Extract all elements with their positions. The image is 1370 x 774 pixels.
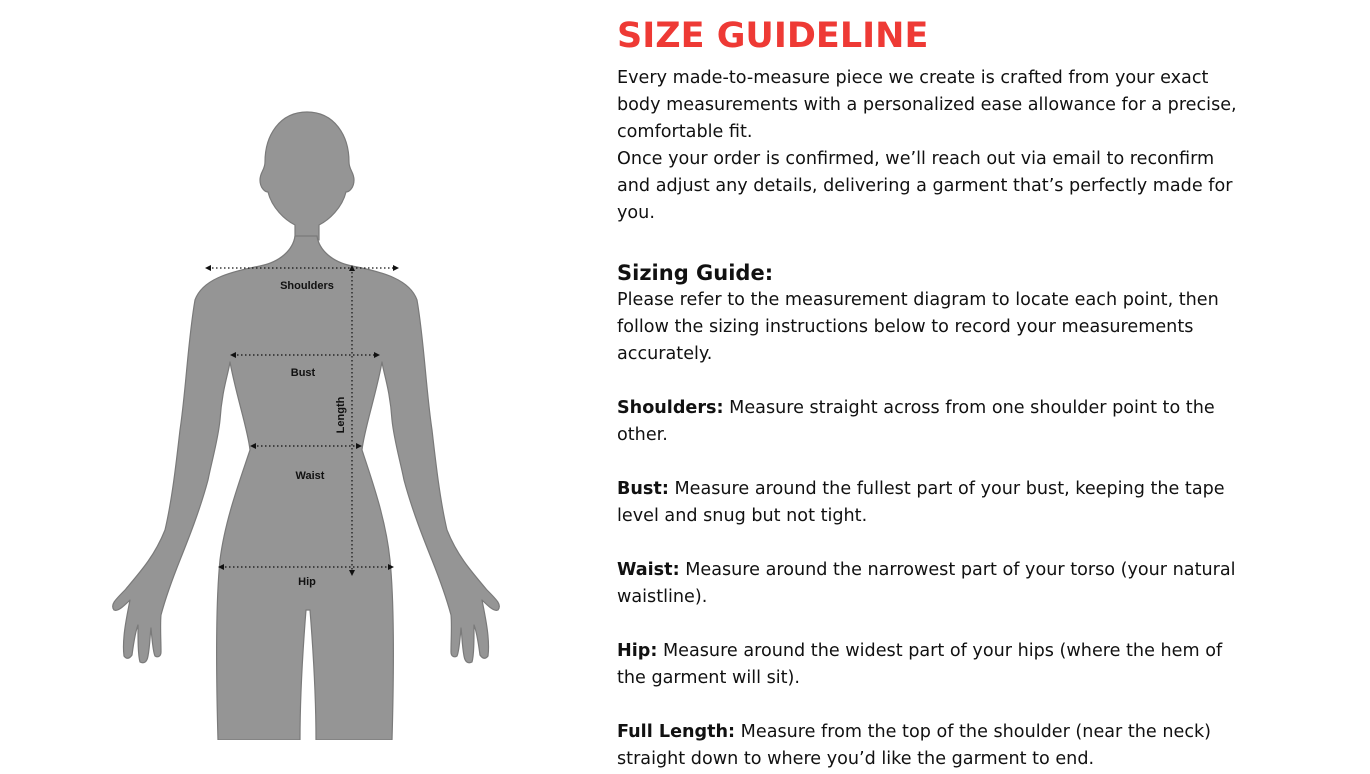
shoulders-instruction	[617, 395, 1247, 449]
shoulders-text: Measure straight across from one shoulder point to the other.	[617, 398, 1215, 445]
bust-text: Measure around the fullest part of your bust, keeping the tape level and snug but not tight.	[617, 479, 1225, 526]
shoulders-label: Shoulders	[280, 280, 334, 292]
waist-term: Waist:	[617, 560, 680, 580]
measurement-diagram	[100, 100, 520, 740]
full-length-term: Full Length:	[617, 722, 736, 742]
sizing-guide-heading: Sizing Guide:	[617, 261, 774, 285]
body-silhouette	[100, 100, 520, 740]
hip-label: Hip	[298, 576, 316, 588]
sizing-intro-paragraph: Please refer to the measurement diagram to locate each point, then follow the sizing instructions below to record your measurements accurately.	[617, 290, 1219, 364]
torso-shape	[113, 236, 500, 740]
shoulders-arrow-left	[205, 265, 211, 271]
shoulders-term: Shoulders:	[617, 398, 724, 418]
bust-label: Bust	[290, 367, 316, 379]
intro-paragraph: Every made-to-measure piece we create is crafted from your exact body measurements with a personalized ease allowance for a precise, comfortable fit. Once your order is confirmed, we’ll reach out via email to reconfirm and adjust any details, delivering a garment that’s perfectly made for you.	[617, 68, 1237, 223]
waist-instruction	[617, 557, 1247, 611]
hip-text: Measure around the widest part of your hips (where the hem of the garment will sit).	[617, 641, 1223, 688]
bust-instruction	[617, 476, 1247, 530]
bust-term: Bust:	[617, 479, 669, 499]
page-title: SIZE GUIDELINE	[617, 16, 929, 56]
full-length-instruction	[617, 719, 1247, 773]
hip-instruction	[617, 638, 1247, 692]
head-shape	[260, 112, 354, 240]
hip-term: Hip:	[617, 641, 658, 661]
waist-label: Waist	[295, 470, 325, 482]
full-length-text: Measure from the top of the shoulder (near the neck) straight down to where you’d like the garment to end.	[617, 722, 1212, 769]
waist-text: Measure around the narrowest part of your torso (your natural waistline).	[617, 560, 1236, 607]
length-label: Length	[335, 396, 347, 434]
shoulders-arrow-right	[393, 265, 399, 271]
size-guideline-content	[617, 14, 1247, 773]
